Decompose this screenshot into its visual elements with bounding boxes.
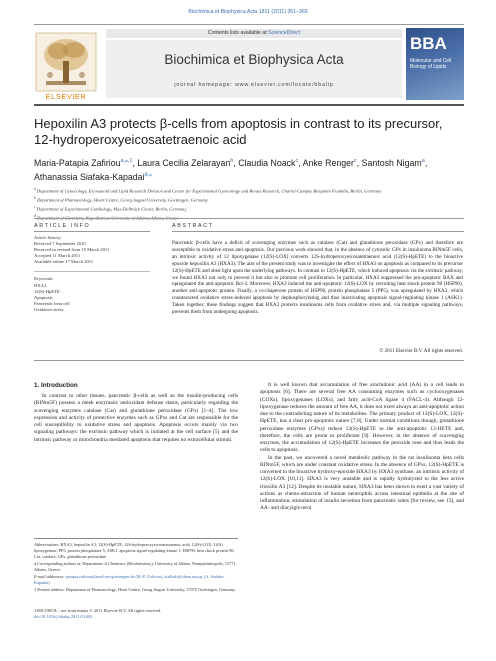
abbreviations-footnote: Abbreviations: HXA3, hepoxilin A3; 12(S)-HpETE, 12S-hydroperoxyeicosatetraenoic acid; 12(S)-LOX, 12(S) lipoxygenase; PP5, protein phosphatase 5; ASK1, apoptosis signal-regulating kinase 1; HSP90, heat shock protein 90; Cat, catalase; GPx, glutathione peroxidase xyxy=(34,542,235,559)
issn-line: 1388-1981/$ – see front matter © 2011 Elsevier B.V. All rights reserved. xyxy=(34,608,162,613)
journal-cover-thumbnail xyxy=(406,28,464,100)
history-item: Accepted 11 March 2011 xyxy=(34,253,81,259)
abstract-heading: ABSTRACT xyxy=(172,223,214,229)
body-paragraph: In contrast to other tissues, pancreatic β-cells as well as the insulin-producing cells (RINm5F) possess a meek enzymatic antioxidant defense status, particularly regarding the scavenging enzymes catalase (Cat) and glutathione peroxidase (GPx) [1–4]. The low expression and activity of protective enzymes such as GPxs and Cat are responsible for the cell susceptibility to oxidative stress and apoptosis. Apoptosis occurs mainly via two signaling pathways: the extrinsic pathway which is initiated at the cell surface [5] and the intrinsic pathway or mitochondria mediated apoptosis that requires no extracellular stimuli. xyxy=(34,393,238,443)
affiliation: $^d$ Department of Chemistry, Kapodistrian University of Athens, Athens, Greece xyxy=(34,214,179,221)
article-info-panel xyxy=(34,235,150,313)
article-title: Hepoxilin A3 protects β-cells from apoptosis in contrast to its precursor, 12-hydroperoxyeicosatetraenoic acid xyxy=(34,116,443,147)
author[interactable]: Anke Renger xyxy=(302,157,354,168)
author[interactable]: Athanassia Siafaka-Kapadai xyxy=(34,172,145,183)
present-address-footnote: 1 Present address: Department of Pharmacology, Heart Centre, Georg August University, 37075 Goettingen, Germany. xyxy=(34,587,236,592)
author-affil-marker: a xyxy=(421,158,425,164)
author[interactable]: Laura Cecilia Zelarayan xyxy=(137,157,231,168)
author[interactable]: Claudia Noack xyxy=(238,157,296,168)
journal-header xyxy=(34,24,464,106)
journal-title: Biochimica et Biophysica Acta xyxy=(164,52,344,67)
contents-lists-bar xyxy=(106,29,402,38)
journal-homepage[interactable]: journal homepage: www.elsevier.com/locate/bbalip xyxy=(174,82,334,88)
keyword: Pancreatic beta cell xyxy=(34,300,70,306)
corresponding-footnote: ⁎ Corresponding authors at: Department of Chemistry (Biochemistry), University of Athens, Panepistimiopolis, 15771 Athens, Greece. xyxy=(34,561,236,572)
history-item: Available online 17 March 2011 xyxy=(34,259,94,265)
publisher-name: ELSEVIER xyxy=(45,92,87,101)
body-column-right xyxy=(260,382,464,513)
author[interactable]: Santosh Nigam xyxy=(361,157,422,168)
affiliation: $^b$ Department of Pharmacology, Heart Centre, Georg August University, Goettingen, Germany xyxy=(34,196,208,203)
running-head: Biochimica et Biophysica Acta 1811 (2011) 361–369 xyxy=(188,9,308,15)
abstract-copyright: © 2011 Elsevier B.V. All rights reserved. xyxy=(379,348,463,354)
author-affil-marker: d,⁎ xyxy=(144,172,152,179)
doi-link[interactable]: doi:10.1016/j.bbalip.2011.03.002 xyxy=(34,614,93,619)
sciencedirect-link[interactable]: ScienceDirect xyxy=(268,30,301,36)
elsevier-tree-logo xyxy=(34,31,98,93)
section-heading: 1. Introduction xyxy=(34,382,78,389)
author-affil-marker: a,⁎,1 xyxy=(120,158,133,164)
divider xyxy=(172,231,464,232)
email-label: E-mail addresses: xyxy=(34,574,65,579)
keyword: Oxidative stress xyxy=(34,306,64,312)
keyword: HXA3 xyxy=(34,282,47,288)
history-label: Article history: xyxy=(34,235,62,240)
divider xyxy=(34,360,464,361)
author-affil-marker: b xyxy=(230,158,234,164)
contents-prefix: Contents lists available at xyxy=(207,30,269,36)
author-affil-marker: c xyxy=(295,158,299,164)
divider xyxy=(34,231,150,232)
affiliation: $^a$ Department of Gynecology, Eicosanoid and Lipid Research Division and Center for Experimental Gynecology and Breast Research, Charité-Campus Benjamin Franklin, Berlin, Germany xyxy=(34,187,382,194)
author-list: Maria-Patapia Zafiriou$^{a,⁎,1}$, Laura Cecilia Zelarayan$^b$, Claudia Noack$^c$, Anke Renger$^c$, Santosh Nigam$^a$, Athanassia Siafaka-Kapadai$^{d,⁎}$ xyxy=(34,157,428,183)
keyword: Apoptosis xyxy=(34,294,53,300)
affiliation: $^c$ Department of Experimental Cardiology, Max-Delbrück Center, Berlin, Germany xyxy=(34,205,187,212)
front-matter-info xyxy=(34,608,238,620)
email-footnote xyxy=(34,574,238,586)
body-column-left xyxy=(34,393,238,444)
article-info-heading: ARTICLE INFO xyxy=(34,223,91,229)
abstract-text: Pancreatic β-cells have a deficit of scavenging enzymes such as catalase (Cat) and glutathione peroxidase (GPx) and therefore are susceptible to oxidative stress and apoptosis. Our previous work showed that, in the absence of cytosolic GPx in insulinoma RINm5F cells, an intrinsic activity of 12 lipoxygenase (12(S)-LOX) converts 12S-hydroperoxyeicosatetraenoic acid (12(S)-HpETE) to the bioactive epoxide hepoxilin A3 (HXA3). The aim of the present study was to investigate the effect of HXA3 on apoptosis as compared to its precursor 12(S)-HpETE and shed light upon the underlying pathways. In contrast to 12(S)-HpETE, which induced apoptosis via the extrinsic pathway, we found HXA3 not only to prevent it but also to promote cell proliferation. In particular, HXA3 suppressed the pro-apoptotic BAX and upregulated the anti-apoptotic Bcl-2. Moreover, HXA3 induced the anti-apoptotic 12(S)-LOX by recruiting heat shock protein 90 (HSP90), another anti-apoptotic protein. Finally, a co-chaperone protein of HSP90, protein phosphatase 5 (PP5), was upregulated by HXA3, which counteracted oxidative stress-induced apoptosis by dephosphorylating and thus inactivating apoptosis signal-regulating kinase 1 (ASK1). Taken together, these findings suggest that HXA3 protects insulinoma cells from oxidative stress and, via multiple signaling pathways, prevents them from undergoing apoptosis. xyxy=(172,240,463,316)
email-links[interactable]: patapia.zafiriou@med.uni-goettingen.de (M.-P. Zafiriou), sialkaki@chem.uoa.gr (A. Siafaka-Kapadai). xyxy=(34,574,225,585)
cover-subtitle: Molecular and Cell Biology of Lipids xyxy=(410,58,452,70)
author-affil-marker: c xyxy=(353,158,357,164)
author[interactable]: Maria-Patapia Zafiriou xyxy=(34,157,121,168)
footnotes xyxy=(34,538,238,594)
cover-abbrev: BBA xyxy=(410,34,447,53)
body-paragraph: It is well known that accumulation of free arachidonic acid (AA) in a cell leads to apoptosis [6]. There are several free AA consuming enzymes such as cyclooxygenases (COXs), lipoxygenases (LOXs), and fatty acid-CoA ligase 4 (FACL-4). Although 12-lipoxygenase reduces the amount of free AA, it does not exert always an anti-apoptotic action due to the contradicting nature of its metabolites. The primary product of 12(S)-LOX, 12(S)-HpETE, has a clear pro-apoptotic nature [7,8]. Under normal conditions though, glutathione peroxidase enzymes (GPxs) reduce 12(S)-HpETE to the anti-apoptotic 12-HETE and, therefore, the cells are prone to proliferate [9]. However, in the absence of scavenging enzymes, the accumulation of 12(S)-HpETE increases the peroxide tone and thus leads the cells to apoptosis. xyxy=(260,382,464,454)
divider xyxy=(34,218,464,219)
history-item: Received in revised form 10 March 2011 xyxy=(34,247,110,253)
keyword: 12(S)-HpETE xyxy=(34,288,60,294)
keywords-label: Keywords: xyxy=(34,276,54,282)
history-item: Received 7 September 2010 xyxy=(34,241,86,247)
journal-title-box xyxy=(106,40,402,98)
body-paragraph: In the past, we uncovered a novel metabolic pathway in the rat insulinoma beta cells RINm5F, which are under constant oxidative stress. In the absence of GPxs, 12(S)-HpETE is converted to the bioactive hydroxy-epoxide HXA3 by HXA3 synthase, an intrinsic activity of 12(S)-LOX [10,11]. HXA3 is very unstable and is rapidly hydrolyzed to the less active trioxilin A3 [12]. Despite its unstable nature, HXA3 has been shown to exert a vast variety of actions as chemo-attraction of human neutrophils across intestinal epithelia at the site of inflammation, stimulation of insulin secretion from pancreatic islets [for review, see 13], and AA- and diacylglycerol xyxy=(260,454,465,512)
